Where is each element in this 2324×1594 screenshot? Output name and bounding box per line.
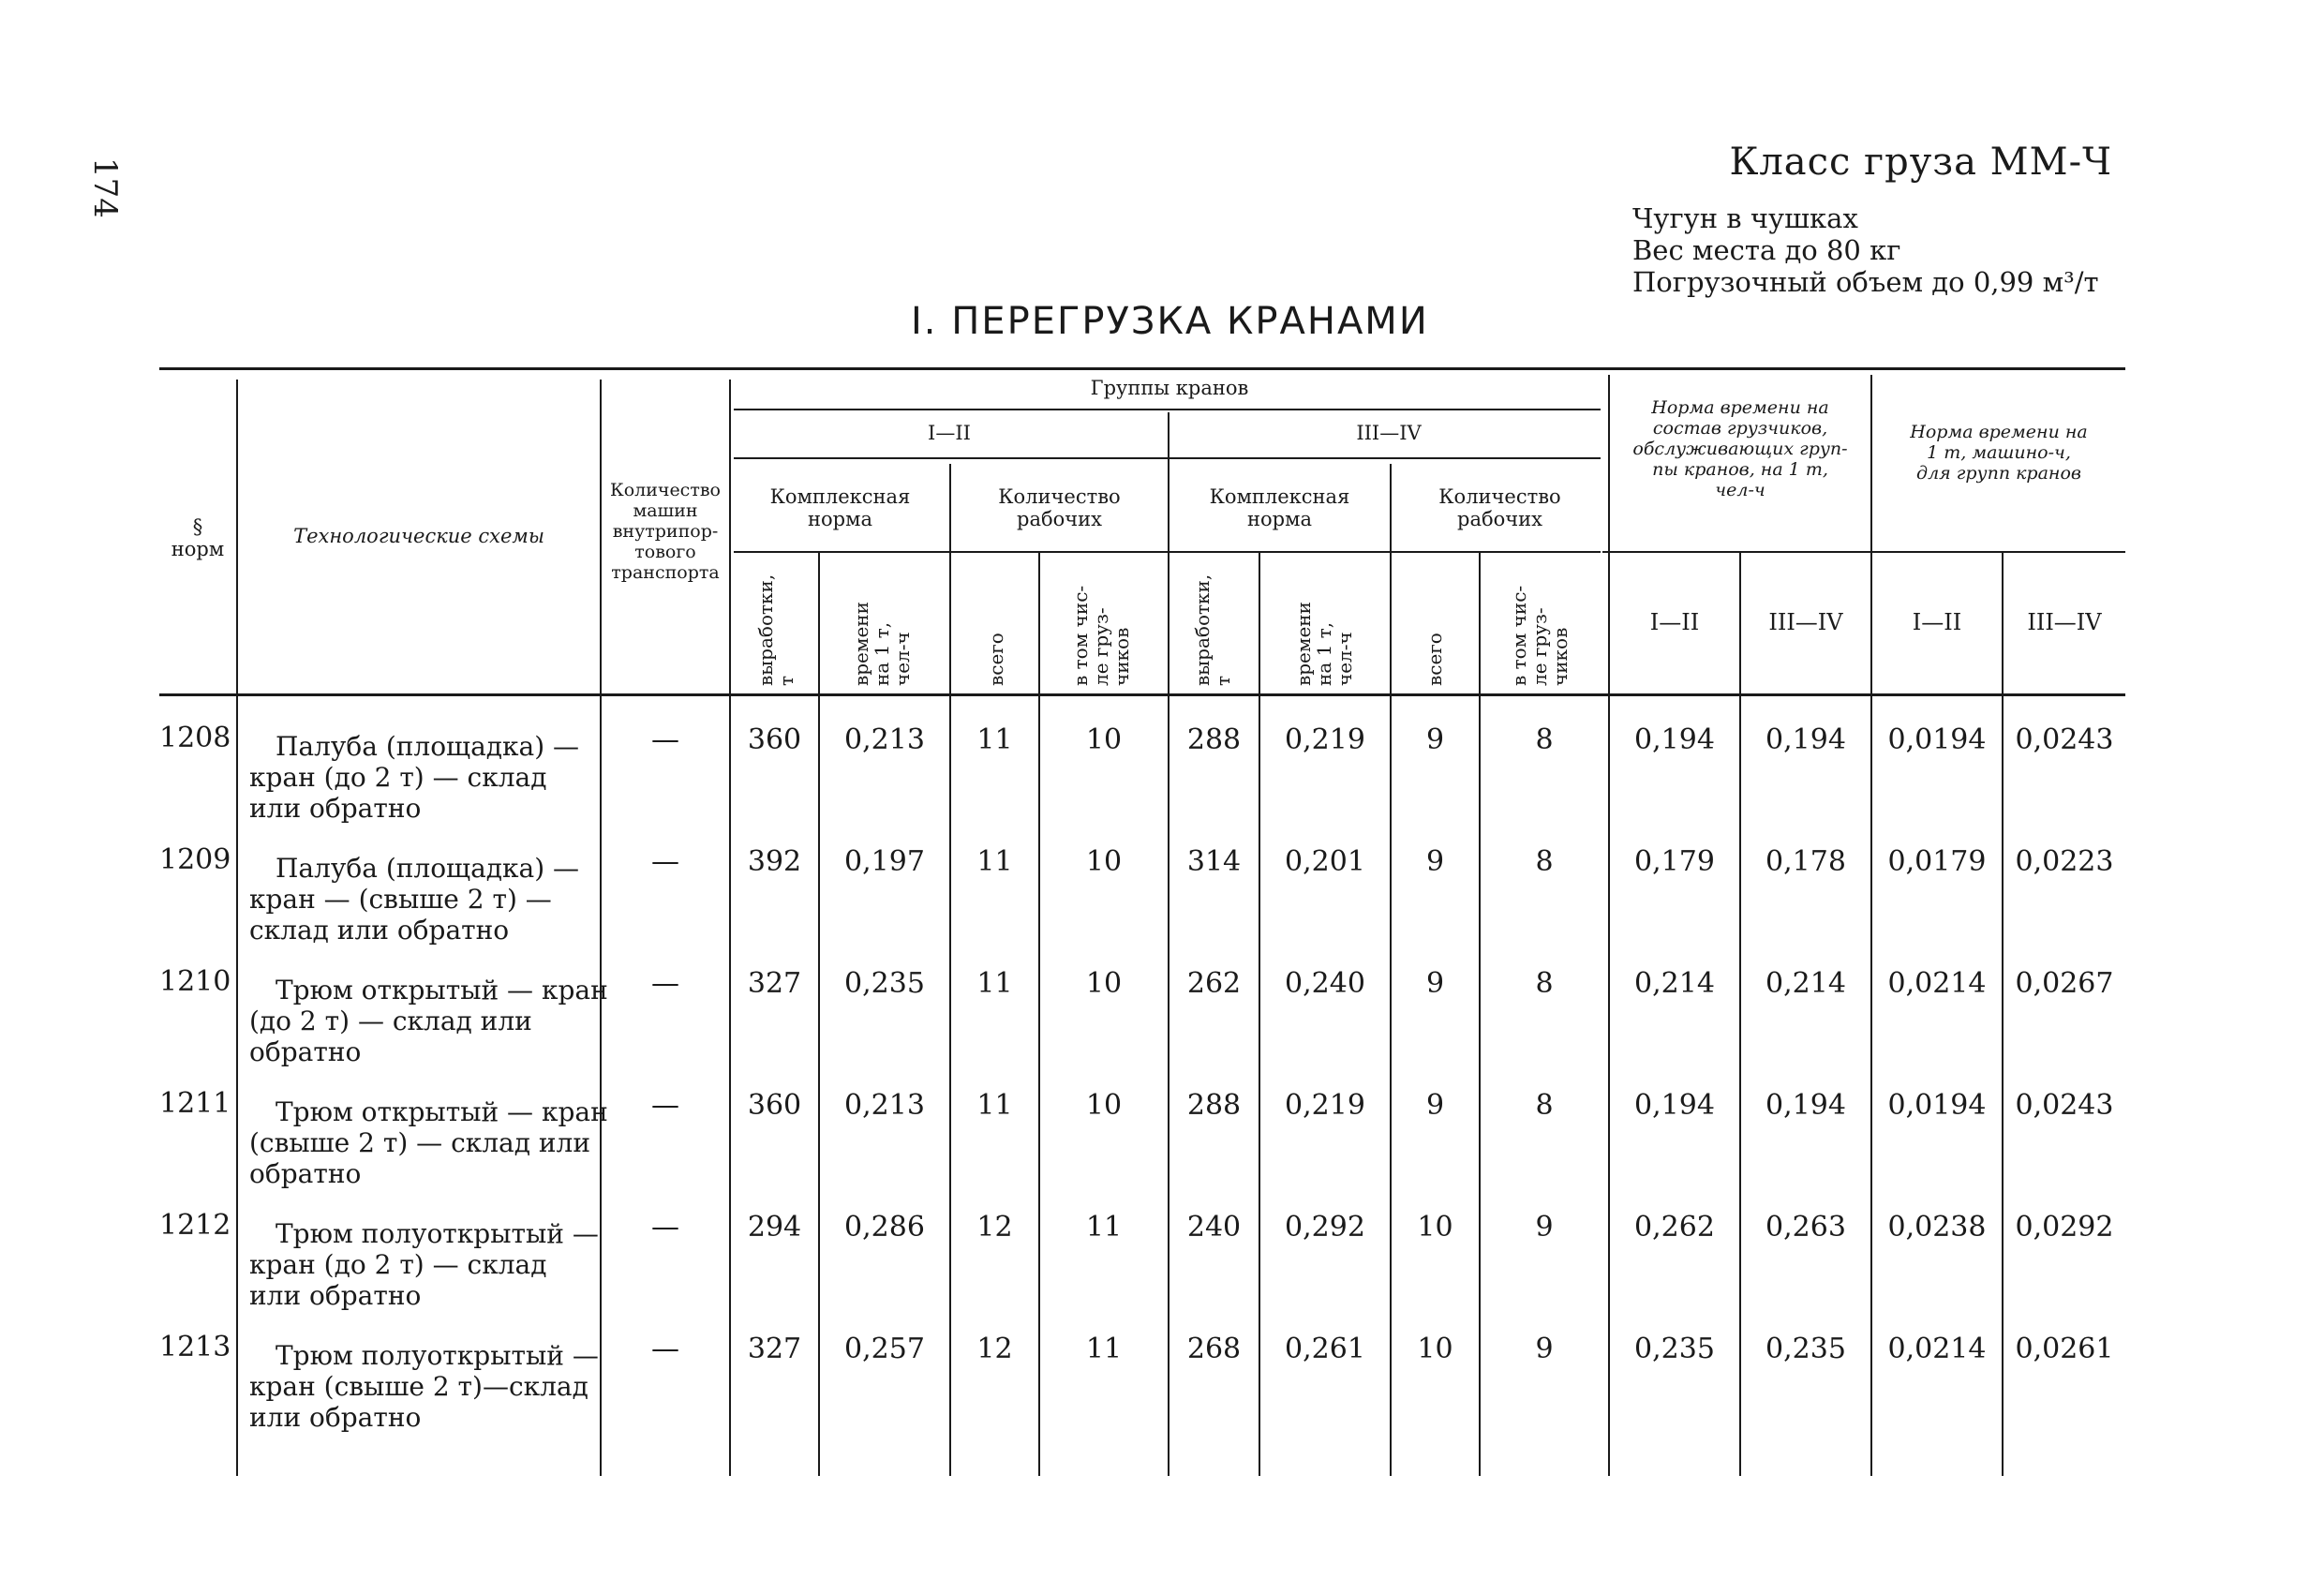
- header-text: обслуживающих груп-: [1632, 439, 1848, 459]
- table-cell: 10: [1085, 723, 1123, 756]
- table-cell: 0,240: [1285, 967, 1365, 1000]
- header-text: чиков: [1110, 627, 1133, 686]
- header-total-1-2: [986, 633, 1006, 686]
- table-cell: 0,201: [1285, 845, 1365, 878]
- header-text: т: [775, 675, 797, 686]
- scheme-text: [249, 853, 587, 946]
- header-text: ле груз-: [1090, 607, 1112, 686]
- table-cell: 11: [1085, 1211, 1123, 1244]
- table-cell: 0,0223: [2015, 845, 2114, 878]
- header-text: т: [1212, 675, 1234, 686]
- machines-value: —: [651, 1211, 679, 1244]
- header-loaders-3-4: [1509, 586, 1571, 686]
- table-cell: 0,0194: [1887, 1089, 1987, 1122]
- table-cell: 288: [1186, 1089, 1242, 1122]
- table-cell: 0,235: [844, 967, 925, 1000]
- header-time-1-2: [851, 602, 913, 686]
- scheme-line: кран (до 2 т) — склад: [249, 1249, 547, 1280]
- section-title: I. ПЕРЕГРУЗКА КРАНАМИ: [911, 300, 1429, 343]
- table-cell: 0,235: [1634, 1333, 1715, 1365]
- scheme-text: [249, 731, 587, 824]
- table-cell: 0,219: [1285, 1089, 1365, 1122]
- header-text: в том чис-: [1508, 585, 1530, 686]
- crane-groups-rule: [734, 409, 1601, 410]
- cargo-description: [1632, 202, 2099, 298]
- norm-number: 1212: [159, 1209, 231, 1242]
- table-top-rule: [159, 367, 2125, 370]
- header-text: чел-ч: [891, 632, 914, 686]
- table-cell: 10: [1417, 1211, 1453, 1244]
- table-cell: 10: [1085, 967, 1123, 1000]
- table-cell: 9: [1535, 1211, 1554, 1244]
- header-text: чел-ч: [1333, 632, 1356, 686]
- header-text: на 1 т,: [1313, 621, 1335, 686]
- table-cell: 360: [747, 723, 802, 756]
- page-number: 174: [86, 157, 124, 218]
- scheme-line: или обратно: [249, 1402, 422, 1433]
- table-cell: 0,0179: [1887, 845, 1987, 878]
- table-cell: 0,0214: [1887, 1333, 1987, 1365]
- header-text: всего: [985, 633, 1007, 686]
- machines-value: —: [651, 845, 679, 878]
- table-cell: 9: [1535, 1333, 1554, 1365]
- table-cell: 8: [1535, 967, 1554, 1000]
- header-text: пы кранов, на 1 т,: [1652, 459, 1828, 480]
- header-crew-1-2: I—II: [1649, 609, 1700, 635]
- table-cell: 0,0194: [1887, 723, 1987, 756]
- machines-value: —: [651, 1089, 679, 1122]
- header-mach-3-4: III—IV: [2027, 609, 2102, 635]
- header-text: 1 т, машино-ч,: [1927, 442, 2071, 463]
- scheme-line: (свыше 2 т) — склад или: [249, 1127, 590, 1158]
- table-cell: 0,194: [1765, 723, 1846, 756]
- header-group-3-4: III—IV: [1356, 422, 1422, 444]
- table-cell: 0,0267: [2015, 967, 2114, 1000]
- table-cell: 10: [1085, 845, 1123, 878]
- header-machine-norm: [1872, 422, 2125, 484]
- header-text: всего: [1423, 633, 1446, 686]
- scheme-text: [249, 1218, 599, 1311]
- scheme-line: Трюм полуоткрытый —: [276, 1218, 599, 1249]
- table-cell: 0,219: [1285, 723, 1365, 756]
- header-text: внутрипор-: [612, 521, 719, 542]
- table-cell: 0,261: [1285, 1333, 1365, 1365]
- scheme-line: кран (до 2 т) — склад: [249, 762, 547, 793]
- header-machines: [602, 480, 729, 583]
- machines-value: —: [651, 967, 679, 1000]
- header-text: чиков: [1549, 627, 1572, 686]
- scheme-line: или обратно: [249, 793, 422, 824]
- header-text: на 1 т,: [871, 621, 893, 686]
- table-cell: 268: [1186, 1333, 1242, 1365]
- table-cell: 8: [1535, 845, 1554, 878]
- table-cell: 262: [1186, 967, 1242, 1000]
- table-cell: 0,0238: [1887, 1211, 1987, 1244]
- table-cell: 0,262: [1634, 1211, 1715, 1244]
- table-cell: 10: [1417, 1333, 1453, 1365]
- header-loaders-1-2: [1070, 586, 1132, 686]
- table-cell: 11: [976, 967, 1013, 1000]
- header-text: Норма времени на: [1651, 397, 1829, 418]
- header-text: Комплексная: [769, 485, 911, 508]
- header-complex-norm-3-4: [1169, 485, 1390, 530]
- scheme-line: или обратно: [249, 1280, 422, 1311]
- header-crew-3-4: III—IV: [1768, 609, 1843, 635]
- table-cell: 360: [747, 1089, 802, 1122]
- header-crew-norm: [1610, 397, 1870, 500]
- table-cell: 240: [1186, 1211, 1242, 1244]
- header-text: в том чис-: [1069, 585, 1092, 686]
- scheme-text: [249, 1340, 599, 1433]
- scheme-line: обратно: [249, 1158, 362, 1189]
- header-crane-groups: Группы кранов: [1090, 377, 1249, 399]
- table-cell: 8: [1535, 723, 1554, 756]
- header-text: ле груз-: [1528, 607, 1551, 686]
- scheme-line: Палуба (площадка) —: [276, 731, 580, 762]
- col-divider: [1870, 375, 1872, 1476]
- table-cell: 10: [1085, 1089, 1123, 1122]
- table-cell: 11: [976, 845, 1013, 878]
- table-cell: 0,197: [844, 845, 925, 878]
- header-group-1-2: I—II: [928, 422, 971, 444]
- cargo-description-line: Погрузочный объем до 0,99 м³/т: [1632, 266, 2099, 298]
- scheme-line: Трюм полуоткрытый —: [276, 1340, 599, 1371]
- header-text: Норма времени на: [1910, 422, 2088, 442]
- col-divider: [729, 380, 731, 1476]
- table-cell: 0,194: [1765, 1089, 1846, 1122]
- scheme-text: [249, 1096, 608, 1189]
- header-text: времени: [1292, 602, 1315, 686]
- table-cell: 0,0214: [1887, 967, 1987, 1000]
- header-norm-no: [159, 515, 236, 560]
- table-cell: 11: [976, 1089, 1013, 1122]
- header-text: выработки,: [754, 574, 777, 686]
- table-cell: 327: [747, 967, 802, 1000]
- header-output-3-4: [1192, 574, 1233, 686]
- table-cell: 288: [1186, 723, 1242, 756]
- table-cell: 11: [1085, 1333, 1123, 1365]
- scheme-text: [249, 975, 608, 1067]
- header-bottom-rule: [159, 693, 2125, 696]
- header-text: машин: [633, 500, 698, 521]
- scheme-line: Палуба (площадка) —: [276, 853, 580, 884]
- col-divider: [1608, 375, 1610, 1476]
- table-cell: 0,213: [844, 723, 925, 756]
- table-cell: 0,0243: [2015, 723, 2114, 756]
- header-text: времени: [850, 602, 872, 686]
- table-cell: 11: [976, 723, 1013, 756]
- header-text: состав грузчиков,: [1652, 418, 1828, 439]
- table-cell: 0,263: [1765, 1211, 1846, 1244]
- col-divider: [236, 380, 238, 1476]
- table-cell: 392: [747, 845, 802, 878]
- table-cell: 0,194: [1634, 1089, 1715, 1122]
- table-cell: 0,0243: [2015, 1089, 2114, 1122]
- table-cell: 12: [976, 1211, 1013, 1244]
- col-divider: [1168, 412, 1169, 1476]
- header-workers-3-4: [1392, 485, 1608, 530]
- table-cell: 314: [1186, 845, 1242, 878]
- norm-subcol-rule: [1602, 551, 2125, 553]
- header-text: Комплексная: [1209, 485, 1350, 508]
- scheme-line: обратно: [249, 1036, 362, 1067]
- table-cell: 0,0261: [2015, 1333, 2114, 1365]
- header-text: Количество: [1438, 485, 1561, 508]
- norm-number: 1209: [159, 843, 231, 876]
- machines-value: —: [651, 723, 679, 756]
- table-cell: 0,292: [1285, 1211, 1365, 1244]
- cargo-class: Класс груза ММ-Ч: [1729, 141, 2112, 184]
- table-cell: 0,257: [844, 1333, 925, 1365]
- table-cell: 12: [976, 1333, 1013, 1365]
- header-time-3-4: [1293, 602, 1355, 686]
- table-cell: 9: [1425, 967, 1445, 1000]
- table-cell: 294: [747, 1211, 802, 1244]
- header-output-1-2: [755, 574, 797, 686]
- header-text: транспорта: [611, 562, 720, 583]
- header-text: норма: [1247, 508, 1312, 530]
- header-text: рабочих: [1017, 508, 1102, 530]
- scheme-line: склад или обратно: [249, 915, 510, 946]
- header-schemes: Технологические схемы: [293, 525, 544, 547]
- table-cell: 0,0292: [2015, 1211, 2114, 1244]
- table-cell: 0,214: [1634, 967, 1715, 1000]
- norm-number: 1211: [159, 1087, 231, 1120]
- machines-value: —: [651, 1333, 679, 1365]
- header-total-3-4: [1424, 633, 1445, 686]
- cargo-description-line: Чугун в чушках: [1632, 202, 1858, 234]
- header-text: рабочих: [1457, 508, 1542, 530]
- table-cell: 9: [1425, 845, 1445, 878]
- header-text: тового: [634, 542, 696, 562]
- header-complex-norm-1-2: [731, 485, 949, 530]
- scheme-line: кран — (свыше 2 т) —: [249, 884, 552, 915]
- table-cell: 0,235: [1765, 1333, 1846, 1365]
- table-cell: 0,214: [1765, 967, 1846, 1000]
- scheme-line: Трюм открытый — кран: [276, 1096, 608, 1127]
- header-text: Количество: [610, 480, 721, 500]
- scheme-line: кран (свыше 2 т)—склад: [249, 1371, 588, 1402]
- table-cell: 0,179: [1634, 845, 1715, 878]
- header-text: выработки,: [1191, 574, 1214, 686]
- table-cell: 327: [747, 1333, 802, 1365]
- table-cell: 0,194: [1634, 723, 1715, 756]
- header-workers-1-2: [951, 485, 1168, 530]
- cargo-description-line: Вес места до 80 кг: [1632, 234, 1901, 266]
- header-text: Количество: [998, 485, 1121, 508]
- table-cell: 0,213: [844, 1089, 925, 1122]
- header-text: §: [192, 515, 203, 538]
- table-cell: 8: [1535, 1089, 1554, 1122]
- header-text: для групп кранов: [1916, 463, 2081, 484]
- header-text: норм: [171, 538, 225, 560]
- header-text: норма: [808, 508, 872, 530]
- table-cell: 0,178: [1765, 845, 1846, 878]
- table-cell: 0,286: [844, 1211, 925, 1244]
- scheme-line: Трюм открытый — кран: [276, 975, 608, 1006]
- header-text: чел-ч: [1715, 480, 1765, 500]
- norm-number: 1208: [159, 722, 231, 754]
- scheme-line: (до 2 т) — склад или: [249, 1006, 532, 1036]
- table-cell: 9: [1425, 723, 1445, 756]
- norm-number: 1210: [159, 965, 231, 998]
- norm-number: 1213: [159, 1331, 231, 1363]
- table-cell: 9: [1425, 1089, 1445, 1122]
- header-mach-1-2: I—II: [1912, 609, 1962, 635]
